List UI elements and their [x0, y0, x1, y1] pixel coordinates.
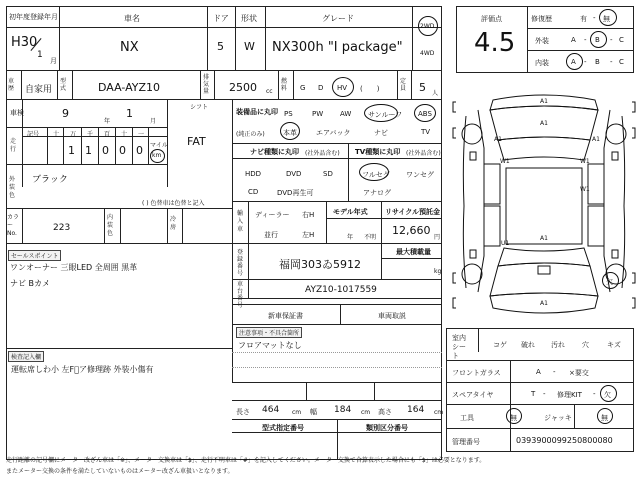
equip-aw: AW [340, 110, 352, 118]
score-label: 評価点 [481, 15, 502, 23]
model-year-unknown: 不明 [364, 234, 377, 241]
equip-ps: PS [284, 110, 293, 118]
model-value: DAA-AYZ10 [98, 81, 161, 94]
exterior-label: 外装色 [9, 176, 16, 199]
inspection-year: 9 [62, 107, 69, 120]
dim-width-value: 184 [334, 405, 352, 415]
max-load-label: 最大積載量 [396, 248, 431, 256]
diag-a1-hood: A1 [540, 120, 548, 127]
import-left: 左H [302, 231, 315, 239]
import-dealer: ディーラー [255, 211, 290, 219]
equipment-sublabel: (純正のみ) [236, 131, 265, 138]
plate-value: 福岡303ゐ5912 [279, 258, 361, 271]
reg-label: 初年度登録年月 [9, 13, 58, 21]
equip-leather: 本革 [283, 129, 297, 137]
mgmt-value: 0393900099250800080 [516, 436, 613, 445]
cc-value: 2500 [229, 81, 257, 94]
tv-analog: アナログ [363, 189, 391, 197]
mileage-kigo: 記号 [27, 131, 40, 138]
inspector-label: 検査記入欄 [8, 351, 44, 362]
door-value: 5 [217, 40, 224, 53]
cc-label: 排気量 [203, 74, 210, 95]
seat-tear: 破れ [521, 341, 535, 349]
spare-none: 欠 [604, 391, 611, 399]
tool-value: 無 [510, 414, 517, 422]
plate-label: 登録番号 [237, 249, 244, 277]
diag-w1-left: W1 [500, 158, 510, 165]
diag-w1-right2: W1 [580, 186, 590, 193]
chassis-value: AYZ10-1017559 [305, 285, 377, 295]
exterior-value: ブラック [32, 175, 68, 185]
chassis-label: 車台番号 [237, 281, 244, 309]
inspection-label: 車検 [10, 109, 24, 117]
dim-width-label: 幅 [310, 408, 317, 416]
cc-unit: cc [266, 88, 273, 95]
score-value: 4.5 [474, 28, 516, 58]
fuel-hv: HV [337, 84, 348, 92]
model-year-unit: 年 [347, 234, 354, 241]
shift-value: FAT [187, 135, 206, 148]
glass-a: A [536, 368, 541, 376]
seat-stain: 汚れ [551, 341, 565, 349]
reg-month-unit: 月 [50, 57, 57, 65]
dim-length-unit: cm [292, 409, 302, 416]
inspection-month: 1 [126, 107, 133, 120]
shift-label: シフト [190, 104, 209, 111]
fuel-d: D [318, 84, 324, 92]
docs-warranty: 新車保証書 [268, 312, 303, 320]
mileage-km: km [152, 152, 162, 159]
mileage-digit: 0 [102, 144, 109, 157]
door-label: ドア [213, 14, 229, 23]
seat-hole: 穴 [582, 341, 589, 349]
inspection-month-unit: 月 [150, 118, 157, 125]
name-value: NX [120, 40, 139, 55]
drive-2wd: 2WD [420, 23, 435, 30]
import-label: 輸入車 [237, 210, 244, 233]
max-load-unit: kg [434, 268, 442, 275]
dim-length-label: 長さ [236, 408, 250, 416]
equipment-label: 装備品に丸印 [236, 108, 278, 116]
jack-value: 無 [601, 414, 608, 422]
cap-unit: 人 [432, 90, 439, 97]
shape-value: W [244, 40, 255, 53]
spare-label: スペアタイヤ [452, 391, 494, 399]
equip-airbag: エアバック [316, 129, 351, 137]
import-parallel: 並行 [264, 231, 278, 239]
repair-label: 修復歴 [531, 15, 552, 23]
equip-sunroof: サンルーフ [368, 111, 403, 119]
equip-pw: PW [312, 110, 324, 118]
tv-oneseg: ワンセグ [406, 171, 434, 179]
cap-value: 5 [419, 81, 426, 94]
diag-w1-right: W1 [580, 158, 590, 165]
tv-label: TV種類に丸印 [355, 148, 401, 156]
reg-era: H30 [11, 35, 38, 50]
tv-fullseg: フルセグ [362, 171, 390, 179]
spare-t: T [531, 390, 536, 398]
navi-hdd: HDD [245, 170, 262, 178]
sales-point-label: セールスポイント [8, 250, 61, 261]
inspection-year-unit: 年 [104, 118, 111, 125]
mileage-label: 走行 [10, 138, 17, 153]
mileage-digit: 1 [85, 144, 92, 157]
diag-missing: 欠 [606, 278, 613, 286]
remarks-text: フロアマットなし [238, 341, 302, 350]
diag-a1-left: A1 [494, 136, 502, 143]
int-label: 内装 [535, 59, 549, 67]
mileage-digit: 1 [68, 144, 75, 157]
repair-yes: 有 [580, 15, 587, 23]
use-label: 車歴 [8, 78, 15, 92]
seat-label: 室内シート [452, 334, 466, 360]
footer-line1: 走行距離の記号欄にメーター改ざん車は「※」、メーター交換車は「$」、走行不明車は「#」を記入してください。メーター交換で合算表示した場合にも「$」は必要となります。 [6, 457, 486, 464]
color-no-value: 223 [53, 223, 71, 233]
interior-label: 内装色 [107, 214, 114, 237]
equip-abs: ABS [418, 110, 432, 118]
shape-label: 形状 [241, 14, 257, 23]
navi-sub: (社外品含む) [305, 150, 340, 157]
reg-month: 1 [37, 50, 43, 60]
navi-dvd-play: DVD再生可 [277, 189, 314, 197]
dim-height-unit: cm [434, 409, 444, 416]
mileage-mile: マイル [150, 142, 168, 149]
tool-label: 工具 [460, 414, 474, 422]
import-right: 右H [302, 211, 315, 219]
diag-a1-rear: A1 [540, 235, 548, 242]
seat-burn: コゲ [493, 341, 507, 349]
tv-sub: (社外品含む) [406, 150, 441, 157]
ac-label: 冷房 [170, 216, 177, 231]
grade-value: NX300h "I package" [272, 40, 403, 55]
diag-u1: U1 [501, 240, 510, 247]
repair-no: 無 [603, 15, 610, 23]
ext-label: 外装 [535, 37, 549, 45]
seat-scratch: キズ [607, 341, 621, 349]
ext-grade-b: B [595, 36, 600, 44]
recycle-value: 12,660 [392, 224, 431, 237]
use-value: 自家用 [25, 85, 53, 95]
navi-dvd: DVD [286, 170, 302, 178]
navi-sd: SD [323, 170, 333, 178]
recycle-label: リサイクル預託金 [385, 208, 441, 216]
class-code-label: 類別区分番号 [366, 424, 408, 432]
inspector-text: 運転席しわ小 左F゙ア修理跡 外装小傷有 [11, 365, 154, 374]
navi-cd: CD [248, 188, 259, 196]
exterior-note: ( ) 色替車は色替と記入 [142, 200, 205, 207]
equip-navi: ナビ [374, 129, 388, 137]
grade-label: グレード [322, 14, 354, 23]
sales-point-text2: ナビ Bカメ [10, 279, 51, 288]
diag-a1-rear2: A1 [540, 300, 548, 307]
sales-point-text1: ワンオーナー 三眼LED 全周囲 黒革 [10, 263, 138, 272]
diag-a1-front: A1 [540, 98, 548, 105]
equip-tv: TV [421, 128, 431, 136]
navi-label: ナビ種類に丸印 [250, 148, 299, 156]
fuel-label: 燃料 [281, 78, 288, 92]
model-year-label: モデル年式 [333, 208, 368, 216]
glass-label: フロントガラス [452, 369, 501, 377]
footer-line2: またメーター交換の条件を満たしていないものはメーター改ざん車扱いとなります。 [6, 468, 234, 475]
docs-manual: 車両取説 [378, 312, 406, 320]
cap-label: 定員 [400, 78, 407, 92]
type-code-label: 型式指定番号 [262, 424, 304, 432]
jack-label: ジャッキ [544, 414, 572, 422]
dim-width-unit: cm [361, 409, 371, 416]
mileage-digit: 0 [119, 144, 126, 157]
fuel-g: G [300, 84, 306, 92]
int-grade-a: A [571, 58, 576, 66]
dim-height-value: 164 [407, 405, 425, 415]
diag-a1-right: A1 [592, 136, 600, 143]
mileage-digit: 0 [136, 144, 143, 157]
color-no-label: カラーNo. [7, 214, 20, 237]
recycle-unit: 円 [434, 234, 441, 241]
header-divider [6, 27, 442, 28]
name-label: 車名 [124, 14, 140, 23]
spare-kit: 修理KIT [557, 391, 582, 399]
drive-4wd: 4WD [420, 50, 435, 57]
mgmt-label: 管理番号 [452, 438, 480, 446]
glass-x: ×要交 [569, 369, 589, 377]
dim-height-label: 高さ [378, 408, 392, 416]
dim-length-value: 464 [262, 405, 280, 415]
fuel-paren: ( ) [360, 85, 380, 93]
model-label: 型式 [60, 78, 67, 92]
remarks-label: 注意事項・不具合箇所 [236, 327, 302, 338]
